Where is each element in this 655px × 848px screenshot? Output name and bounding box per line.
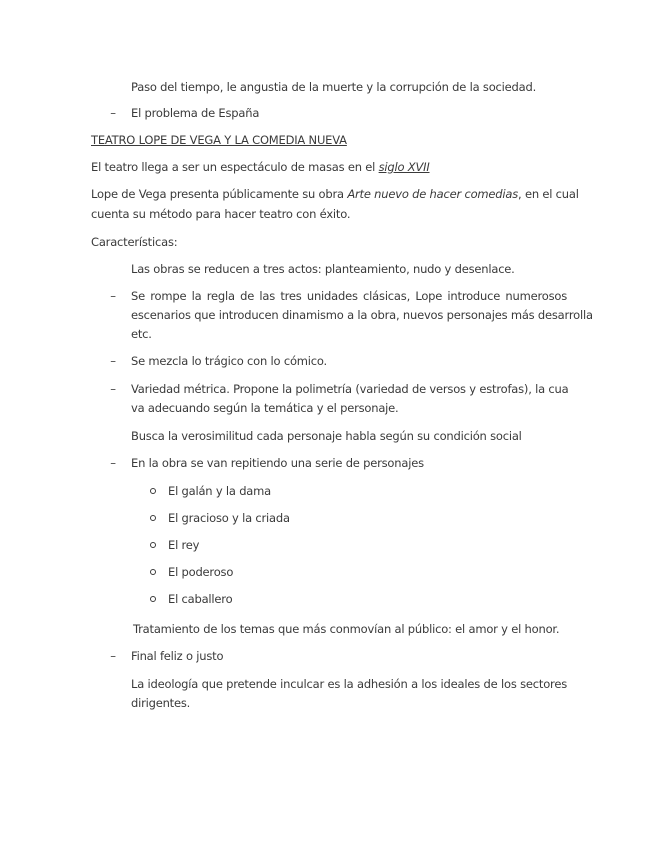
units-line-1: Se rompe la regla de las tres unidades clásicas, Lope introduce numerosos bbox=[131, 289, 567, 303]
acts-item-text: Las obras se reducen a tres actos: planteamiento, nudo y desenlace. bbox=[131, 262, 515, 276]
spain-item-text: El problema de España bbox=[131, 106, 260, 120]
ideology-line-1: La ideología que pretende inculcar es la adhesión a los ideales de los sectores bbox=[131, 677, 567, 691]
lope-text-before: Lope de Vega presenta públicamente su obra bbox=[91, 187, 348, 201]
character-item: El caballero bbox=[168, 592, 233, 606]
dash-bullet: – bbox=[110, 106, 116, 120]
circle-bullet bbox=[150, 515, 156, 521]
units-line-3: etc. bbox=[131, 327, 152, 341]
lope-paragraph-line-2: cuenta su método para hacer teatro con éxito. bbox=[91, 207, 351, 221]
circle-bullet bbox=[150, 542, 156, 548]
lope-text-after: , en el cual bbox=[518, 187, 579, 201]
lope-paragraph-line-1 bbox=[91, 187, 579, 201]
section-heading: TEATRO LOPE DE VEGA Y LA COMEDIA NUEVA bbox=[91, 133, 347, 147]
metric-line-1: Variedad métrica. Propone la polimetría (variedad de versos y estrofas), la cua bbox=[131, 382, 569, 396]
circle-bullet bbox=[150, 488, 156, 494]
dash-bullet: – bbox=[110, 649, 116, 663]
dash-bullet: – bbox=[110, 354, 116, 368]
characters-intro-text: En la obra se van repitiendo una serie de personajes bbox=[131, 456, 424, 470]
top-item-text: Paso del tiempo, le angustia de la muerte y la corrupción de la sociedad. bbox=[131, 80, 537, 94]
character-item: El poderoso bbox=[168, 565, 234, 579]
metric-line-2: va adecuando según la temática y el personaje. bbox=[131, 401, 399, 415]
character-item: El rey bbox=[168, 538, 200, 552]
ideology-line-2: dirigentes. bbox=[131, 696, 191, 710]
intro-paragraph bbox=[91, 160, 430, 174]
ending-item-text: Final feliz o justo bbox=[131, 649, 224, 663]
dash-bullet: – bbox=[110, 456, 116, 470]
arte-nuevo-title: Arte nuevo de hacer comedias bbox=[347, 187, 519, 201]
circle-bullet bbox=[150, 569, 156, 575]
dash-bullet: – bbox=[110, 289, 116, 303]
dash-bullet: – bbox=[110, 382, 116, 396]
circle-bullet bbox=[150, 596, 156, 602]
units-line-2: escenarios que introducen dinamismo a la obra, nuevos personajes más desarrolla bbox=[131, 308, 593, 322]
characteristics-label: Características: bbox=[91, 235, 178, 249]
character-item: El galán y la dama bbox=[168, 484, 272, 498]
intro-text: El teatro llega a ser un espectáculo de masas en el bbox=[91, 160, 379, 174]
themes-text: Tratamiento de los temas que más conmovían al público: el amor y el honor. bbox=[133, 622, 560, 636]
character-item: El gracioso y la criada bbox=[168, 511, 290, 525]
century-text: siglo XVII bbox=[378, 160, 430, 174]
verisimilitude-text: Busca la verosimilitud cada personaje habla según su condición social bbox=[131, 429, 522, 443]
mix-item-text: Se mezcla lo trágico con lo cómico. bbox=[131, 354, 328, 368]
